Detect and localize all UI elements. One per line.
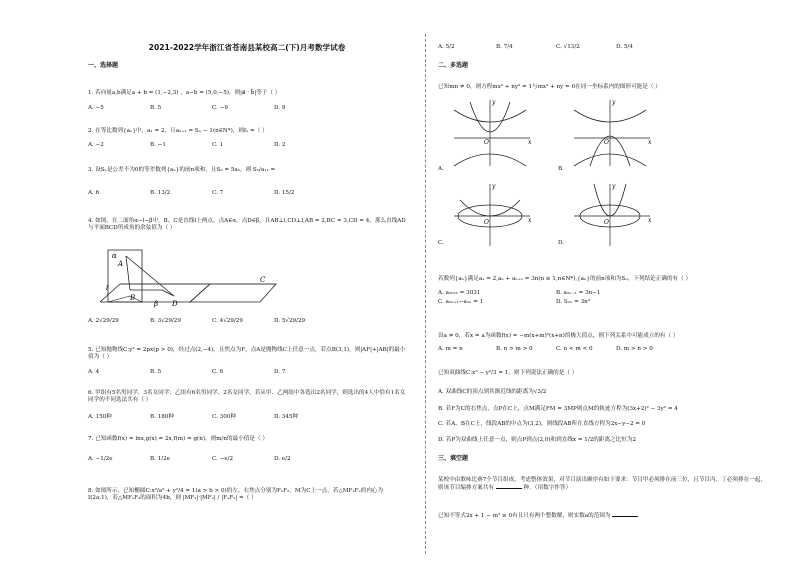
question-3: 3. 设Sₙ是公差不为0的等差数列{aₙ}的前n项和，且S₅ = 5a₅，则 S₅/a₁₁ = [88,167,276,173]
option-c: C. 6 [212,369,224,375]
option-c: C. a₂ₙ₊₁−a₂ₙ = 1 [438,299,484,305]
fill-question-1-text: 某校中由歌咏比赛7个节目组成，考虑整体效果，对节目演出顺序有如下要求：节目甲必须排在前三位，且节目丙、丁必须排在一起，则该节目编排方案共有 [438,477,766,492]
origin-label: O [604,139,609,146]
graph-b-label: B. [558,166,564,172]
label-alpha: α [112,252,117,260]
option-a: A. 5/2 [438,44,455,50]
axis-label-x: x [648,217,652,224]
axis-label-x: x [648,139,652,146]
option-a: A. 2√29/29 [88,318,119,324]
segment-ab [126,256,130,290]
question-6: 6. 甲组有5名男同学，3名女同学；乙组有6名男同学、2名女同学，若从甲、乙两组中各选出2名同学，则选出的4人中恰有1名女同学的不同选法共有（ ） [88,390,406,404]
axis-label-x: x [528,217,532,224]
dihedral-angle-figure [100,244,280,308]
option-a: A. 6 [88,190,100,196]
question-4: 4. 如图，在二面角α−l−β中，B、C是直线l上两点，点A∈α，点D∈β，且AB⊥l,CD⊥l,AB = 2,BC = 3,CD = 4，那么直线AD与平面BCD所成角的余弦值为（ ） [88,218,406,232]
graph-d-label: D. [558,240,565,246]
fill-question-1 [438,477,768,492]
option-d: D. 7 [274,369,286,375]
option-a: A. −1/2e [88,456,113,462]
option-d: D. 15/2 [274,190,295,196]
option-d: D. 345种 [274,414,299,420]
graph-c [450,180,534,250]
section-multi-choice: 二、多选题 [438,62,469,69]
right-column [438,0,774,562]
label-l: l [106,285,108,292]
plane-beta-right [190,284,276,302]
option-a: A. a₂₀₂₂ = 3031 [438,290,481,296]
column-divider [425,34,426,554]
axis-label-x: x [528,139,532,146]
origin-label: O [484,139,489,146]
option-d: D. 9 [274,105,286,111]
axis-label-y: y [492,99,496,106]
origin-label: O [604,219,609,226]
graph-a [450,96,534,170]
label-d: D [172,300,178,308]
option-b: B. n > m > 0 [496,346,533,352]
label-a: A [118,260,124,268]
exam-title: 2021-2022学年浙江省苍南县某校高二(下)月考数学试卷 [148,43,346,52]
question-2: 2. 在等比数列{aₙ}中，a₁ = 2，且aₙ₊₁ = Sₙ − 1(n∈N*)，则f₁ =（ ） [88,128,268,134]
option-d: D. 2 [274,142,286,148]
graph-d [570,180,654,250]
option-a: A. 150种 [88,414,112,420]
question-5: 5. 已知抛物线C:y² = 2px(p > 0)，经过点(2,−4)，且焦点为F，点A是抛物线C上任意一点，若点B(3,1)，则|AF|+|AB|的最小值为（ ） [88,347,406,361]
option-b: B. 5 [150,369,162,375]
multi-question-1: 已知mn ≠ 0，则方程mx² + ny² = 1与mx² + ny = 0在同一坐标系内的图形可能是（ ） [438,84,661,90]
option-c: C. √13/2 [556,44,580,50]
option-b: B. 7/4 [496,44,513,50]
question-1: 1. 若向量a,b满足a + b = (1,−2,3) ，a−b = (5,0,−5)，则|a⃗ · b⃗|等于（ ） [88,90,281,96]
option-a: A. m = n [438,346,463,352]
option-c: C. 若A、B在C上，线段AB的中点为(3,2)，则线段AB所在直线方程为2x−y−2 = 0 [438,421,646,427]
question-7: 7. 已知函数f(x) = lnx,g(x) = 2x,f(m) = g(n)，则m/n的最小值是（ ） [88,436,268,442]
option-b: B. 5 [150,105,162,111]
option-c: C. n < m < 0 [556,346,593,352]
graph-c-label: C. [438,240,444,246]
option-c: C. −e/2 [212,456,234,462]
option-b: B. 13/2 [150,190,171,196]
option-a: A. −5 [88,105,104,111]
section-fill-in: 三、填空题 [438,455,469,462]
multi-question-2: 若数列{aₙ}满足a₁ = 2,aₙ + aₙ₊₁ = 3n(n ≥ 1,n∈N*),{aₙ}的前n项和为Sₙ，下列结论正确的有（ ） [438,276,692,282]
multi-question-3: 设a ≠ 0，若x = a为函数f(x) = −m(x+m)²(x+n)的极大值点，则下列关系中可能成立的有（ ） [438,333,679,339]
option-d: D. m > n > 0 [616,346,653,352]
option-d: D. 5/4 [616,44,633,50]
option-d: D. S₂ₙ = 3n² [556,299,590,305]
graph-b [570,96,654,170]
axis-label-y: y [492,183,496,190]
axis-label-y: y [612,99,616,106]
label-b: B [130,294,136,302]
section-single-choice: 一、选择题 [88,62,119,69]
option-a: A. −2 [88,142,104,148]
fill-question-2-text: 已知不等式2x + 1 − m² ≥ 0有且只有两个整数解，则实数a的范围为 [438,513,611,519]
graph-a-label: A. [438,166,444,172]
axis-label-y: y [612,183,616,190]
option-b: B. a₂ₙ₋₁ = 3n−1 [556,290,601,296]
multi-question-4: 已知双曲线C:x² − y²/3 = 1，则下列说法正确的是（ ） [438,370,578,376]
fill-question-1-tail: 种．（用数字作答） [523,485,572,492]
option-c: C. −9 [212,105,228,111]
option-a: A. 双曲线C的顶点到其渐近线的距离为√3/2 [438,389,547,395]
answer-blank-2[interactable] [612,512,638,517]
option-c: C. 4√29/29 [212,318,243,324]
option-d: D. 若P为双曲线上任意一点，则点P到点(2,0)和到直线x = 1/2的距离之比恒为2 [438,437,637,443]
answer-blank-1[interactable] [496,484,522,489]
option-b: B. 3√29/29 [150,318,181,324]
option-b: B. 180种 [150,414,174,420]
option-c: C. 7 [212,190,224,196]
option-d: D. e/2 [274,456,291,462]
left-column [88,0,406,562]
question-8: 8. 如图所示，已知椭圆C:x²/a² + y²/4 = 1(a > b > 0)的左、右焦点分别为F₁F₂，M为C上一点，若△MF₁F₂的内心为I(2a,1)，若△MF₁F₂的面积为4b，则 |MF₁|·|MF₂| / |F₁F₂| =（ ） [88,488,384,502]
option-b: B. −1 [150,142,166,148]
option-c: C. 300种 [212,414,236,420]
label-beta: β [154,300,159,308]
label-c: C [260,276,266,284]
option-b: B. 若F为C的右焦点，点P在C上，点M满足FM = 3MP则点M的轨迹方程为(3x+2)² − 3y² = 4 [438,406,678,412]
origin-label: O [484,219,489,226]
fill-question-2 [438,512,768,520]
option-d: D. 5√29/29 [274,318,306,324]
option-c: C. 1 [212,142,224,148]
option-b: B. 1/2e [150,456,170,462]
option-a: A. 4 [88,369,100,375]
